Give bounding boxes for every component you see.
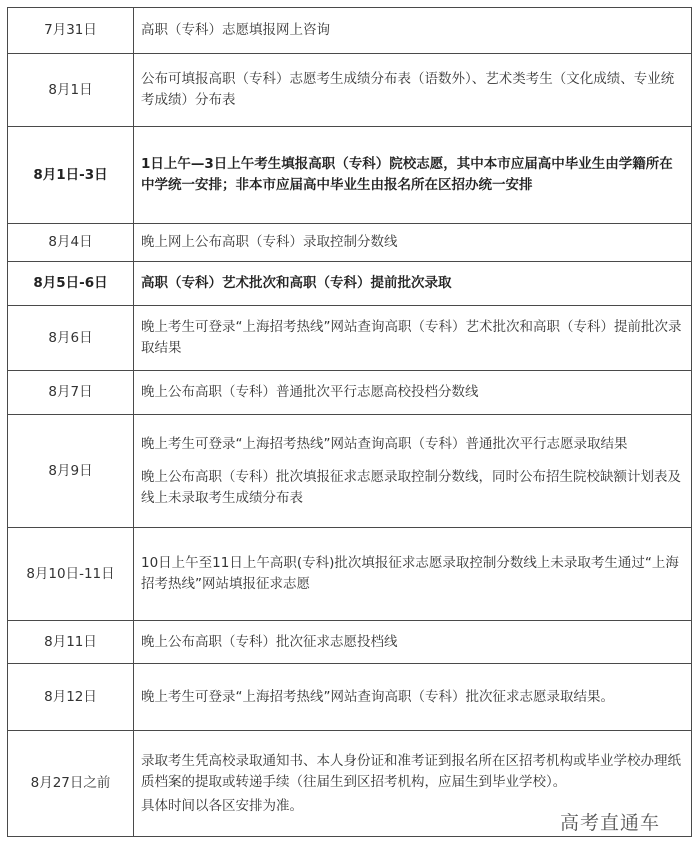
event-text: 晚上公布高职（专科）普通批次平行志愿高校投档分数线 xyxy=(141,384,479,400)
event-cell xyxy=(134,664,692,731)
date-cell: 8月5日-6日 xyxy=(8,262,134,306)
event-cell xyxy=(134,8,692,54)
event-text: 高职（专科）志愿填报网上咨询 xyxy=(141,22,330,38)
event-text: 10日上午至11日上午高职(专科)批次填报征求志愿录取控制分数线上未录取考生通过“上海招考热线”网站填报征求志愿 xyxy=(141,555,679,592)
admission-schedule-table xyxy=(7,7,692,837)
table-row xyxy=(8,224,692,262)
event-cell xyxy=(134,371,692,415)
table-row xyxy=(8,8,692,54)
event-cell xyxy=(134,415,692,528)
table-row xyxy=(8,621,692,664)
table-row xyxy=(8,528,692,621)
date-cell: 8月7日 xyxy=(8,371,134,415)
event-cell xyxy=(134,127,692,224)
date-cell: 8月11日 xyxy=(8,621,134,664)
event-text: 高职（专科）艺术批次和高职（专科）提前批次录取 xyxy=(141,275,452,291)
event-text: 晚上考生可登录“上海招考热线”网站查询高职（专科）艺术批次和高职（专科）提前批次录取结果 xyxy=(141,319,682,356)
event-cell xyxy=(134,54,692,127)
date-cell: 8月9日 xyxy=(8,415,134,528)
date-cell: 8月4日 xyxy=(8,224,134,262)
date-cell: 8月6日 xyxy=(8,306,134,371)
event-text: 1日上午—3日上午考生填报高职（专科）院校志愿，其中本市应届高中毕业生由学籍所在中学统一安排；非本市应届高中毕业生由报名所在区招办统一安排 xyxy=(141,156,673,193)
event-cell xyxy=(134,224,692,262)
table-row xyxy=(8,664,692,731)
event-text: 晚上公布高职（专科）批次填报征求志愿录取控制分数线，同时公布招生院校缺额计划表及线上未录取考生成绩分布表 xyxy=(141,468,681,506)
date-cell: 8月27日之前 xyxy=(8,731,134,837)
date-cell: 8月10日-11日 xyxy=(8,528,134,621)
date-cell: 7月31日 xyxy=(8,8,134,54)
event-text: 录取考生凭高校录取通知书、本人身份证和准考证到报名所在区招考机构或毕业学校办理纸质档案的提取或转递手续（往届生到区招考机构，应届生到毕业学校）。 xyxy=(141,752,681,790)
table-row xyxy=(8,127,692,224)
date-cell: 8月12日 xyxy=(8,664,134,731)
event-text: 晚上考生可登录“上海招考热线”网站查询高职（专科）普通批次平行志愿录取结果 xyxy=(141,435,628,452)
event-text: 晚上考生可登录“上海招考热线”网站查询高职（专科）批次征求志愿录取结果。 xyxy=(141,688,614,705)
event-text: 公布可填报高职（专科）志愿考生成绩分布表（语数外）、艺术类考生（文化成绩、专业统考成绩）分布表 xyxy=(141,71,675,108)
event-cell xyxy=(134,528,692,621)
date-cell: 8月1日-3日 xyxy=(8,127,134,224)
table-row xyxy=(8,415,692,528)
event-text: 晚上网上公布高职（专科）录取控制分数线 xyxy=(141,234,398,250)
table-row xyxy=(8,371,692,415)
date-cell: 8月1日 xyxy=(8,54,134,127)
event-text: 晚上公布高职（专科）批次征求志愿投档线 xyxy=(141,633,398,650)
event-cell xyxy=(134,621,692,664)
table-row xyxy=(8,262,692,306)
watermark-logo-text: 高考直通车 xyxy=(560,812,661,834)
event-cell xyxy=(134,262,692,306)
table-row xyxy=(8,54,692,127)
event-text: 具体时间以各区安排为准。 xyxy=(141,797,303,814)
event-cell xyxy=(134,306,692,371)
table-row xyxy=(8,306,692,371)
